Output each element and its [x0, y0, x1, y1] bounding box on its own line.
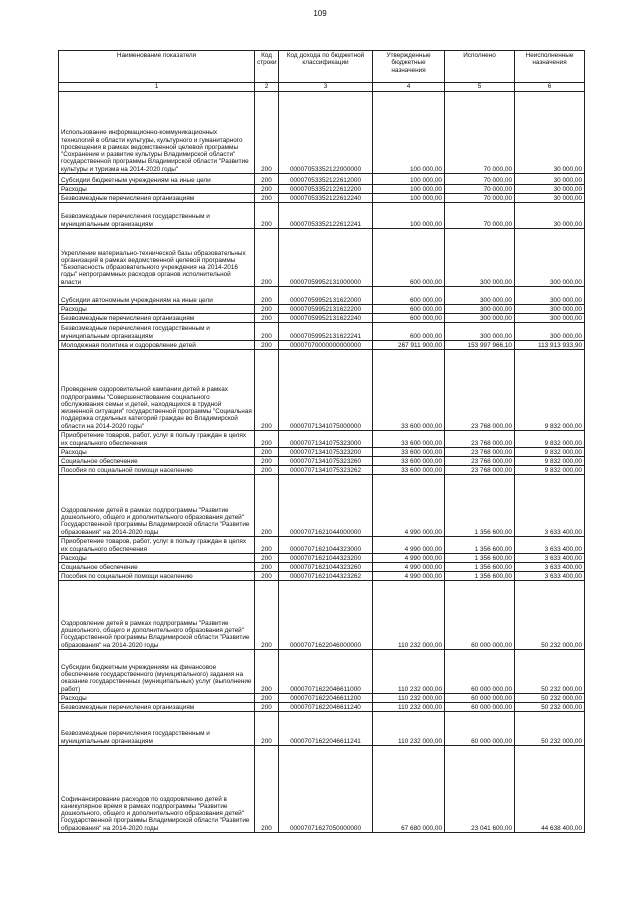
- row-unexecuted: 300 000,00: [515, 229, 585, 287]
- row-name: Социальное обеспечение: [59, 563, 255, 572]
- row-name: Субсидии автономным учреждениям на иные цели: [59, 287, 255, 305]
- row-unexecuted: 50 232 000,00: [515, 712, 585, 746]
- row-income-code: 00007071627050000000: [279, 746, 373, 833]
- row-approved: 4 990 000,00: [373, 554, 445, 563]
- row-name: Приобретение товаров, работ, услуг в пользу граждан в целях их социального обеспечения: [59, 537, 255, 554]
- table-row: [59, 466, 585, 475]
- row-executed: 23 768 000,00: [445, 431, 515, 448]
- row-line-code: 200: [255, 350, 279, 431]
- row-line-code: 200: [255, 341, 279, 350]
- row-income-code: 00007059952131000000: [279, 229, 373, 287]
- row-line-code: 200: [255, 431, 279, 448]
- row-executed: 1 356 600,00: [445, 554, 515, 563]
- row-approved: 67 680 000,00: [373, 746, 445, 833]
- row-approved: 33 600 000,00: [373, 448, 445, 457]
- table-header-row: [59, 51, 585, 83]
- table-row: [59, 563, 585, 572]
- row-income-code: 00007059952131622000: [279, 287, 373, 305]
- row-executed: 70 000,00: [445, 203, 515, 229]
- row-executed: 300 000,00: [445, 305, 515, 314]
- row-unexecuted: 9 832 000,00: [515, 448, 585, 457]
- row-unexecuted: 9 832 000,00: [515, 431, 585, 448]
- row-approved: 600 000,00: [373, 314, 445, 323]
- row-name: Безвозмездные перечисления организациям: [59, 314, 255, 323]
- row-income-code: 00007071621044000000: [279, 475, 373, 537]
- row-executed: 70 000,00: [445, 174, 515, 185]
- column-index: 6: [515, 83, 585, 92]
- row-income-code: 00007059952131622200: [279, 305, 373, 314]
- row-line-code: 200: [255, 314, 279, 323]
- table-row: [59, 712, 585, 746]
- row-approved: 100 000,00: [373, 174, 445, 185]
- row-name: Софинансирование расходов по оздоровлению детей в каникулярное время в рамках подпрограммы "Развитие дошкольного, общего и дополнительного образования детей" Государственной программы Владимирской области "Развитие образования" на 2014-2020 годы: [59, 746, 255, 833]
- row-unexecuted: 113 913 933,90: [515, 341, 585, 350]
- row-executed: 1 356 600,00: [445, 537, 515, 554]
- row-unexecuted: 30 000,00: [515, 203, 585, 229]
- table-row: [59, 694, 585, 703]
- table-row: [59, 323, 585, 341]
- table-body: [59, 92, 585, 833]
- table-row: [59, 448, 585, 457]
- row-executed: 1 356 600,00: [445, 475, 515, 537]
- row-income-code: 00007071622046611000: [279, 650, 373, 694]
- row-income-code: 00007070000000000000: [279, 341, 373, 350]
- column-index: 1: [59, 83, 255, 92]
- row-unexecuted: 50 232 000,00: [515, 650, 585, 694]
- row-unexecuted: 30 000,00: [515, 174, 585, 185]
- row-name: Субсидии бюджетным учреждениям на иные цели: [59, 174, 255, 185]
- row-approved: 600 000,00: [373, 287, 445, 305]
- row-approved: 33 600 000,00: [373, 457, 445, 466]
- page-number: 109: [313, 9, 327, 18]
- row-approved: 33 600 000,00: [373, 350, 445, 431]
- row-approved: 110 232 000,00: [373, 650, 445, 694]
- row-name: Приобретение товаров, работ, услуг в пользу граждан в целях их социального обеспечения: [59, 431, 255, 448]
- table-row: [59, 537, 585, 554]
- row-income-code: 00007071622046611240: [279, 703, 373, 712]
- row-executed: 153 997 966,10: [445, 341, 515, 350]
- row-approved: 100 000,00: [373, 194, 445, 203]
- row-approved: 100 000,00: [373, 203, 445, 229]
- row-line-code: 200: [255, 174, 279, 185]
- table-row: [59, 229, 585, 287]
- row-approved: 33 600 000,00: [373, 431, 445, 448]
- table-row: [59, 650, 585, 694]
- row-line-code: 200: [255, 323, 279, 341]
- table-row: [59, 92, 585, 174]
- row-executed: 23 768 000,00: [445, 448, 515, 457]
- row-approved: 600 000,00: [373, 323, 445, 341]
- row-income-code: 00007071341075323000: [279, 431, 373, 448]
- table-row: [59, 203, 585, 229]
- row-income-code: 00007071621044323260: [279, 563, 373, 572]
- row-income-code: 00007071621044323000: [279, 537, 373, 554]
- row-income-code: 00007071621044323262: [279, 572, 373, 581]
- row-name: Расходы: [59, 694, 255, 703]
- row-line-code: 200: [255, 746, 279, 833]
- header-indicator-name: Наименование показателя: [59, 51, 255, 83]
- table-row: [59, 287, 585, 305]
- row-income-code: 00007071341075323200: [279, 448, 373, 457]
- table-row: [59, 475, 585, 537]
- row-income-code: 00007071621044323200: [279, 554, 373, 563]
- budget-execution-table: [58, 50, 585, 833]
- row-line-code: 200: [255, 185, 279, 194]
- row-approved: 4 990 000,00: [373, 475, 445, 537]
- row-executed: 23 768 000,00: [445, 457, 515, 466]
- row-name: Субсидии бюджетным учреждениям на финансовое обеспечение государственного (муниципального) задания на оказание государственных (муниципальных) услуг (выполнение работ): [59, 650, 255, 694]
- row-line-code: 200: [255, 457, 279, 466]
- table-row: [59, 554, 585, 563]
- row-approved: 110 232 000,00: [373, 694, 445, 703]
- row-name: Расходы: [59, 448, 255, 457]
- row-income-code: 00007059952131622241: [279, 323, 373, 341]
- table-row: [59, 174, 585, 185]
- table-row: [59, 746, 585, 833]
- row-executed: 60 000 000,00: [445, 650, 515, 694]
- row-name: Безвозмездные перечисления организациям: [59, 703, 255, 712]
- row-unexecuted: 9 832 000,00: [515, 350, 585, 431]
- row-income-code: 00007059952131622240: [279, 314, 373, 323]
- row-unexecuted: 9 832 000,00: [515, 466, 585, 475]
- table-row: [59, 581, 585, 650]
- table-row: [59, 194, 585, 203]
- row-unexecuted: 3 633 400,00: [515, 563, 585, 572]
- row-income-code: 00007053352122612000: [279, 174, 373, 185]
- row-executed: 23 041 600,00: [445, 746, 515, 833]
- row-executed: 70 000,00: [445, 194, 515, 203]
- table-row: [59, 185, 585, 194]
- row-line-code: 200: [255, 466, 279, 475]
- table-row: [59, 314, 585, 323]
- row-executed: 60 000 000,00: [445, 703, 515, 712]
- row-approved: 267 911 900,00: [373, 341, 445, 350]
- row-executed: 1 356 600,00: [445, 572, 515, 581]
- column-index-row: [59, 83, 585, 92]
- row-name: Безвозмездные перечисления государственным и муниципальным организациям: [59, 203, 255, 229]
- row-income-code: 00007071622046000000: [279, 581, 373, 650]
- header-unexecuted: Неисполненные назначения: [515, 51, 585, 83]
- row-income-code: 00007071622046611241: [279, 712, 373, 746]
- table-row: [59, 431, 585, 448]
- row-unexecuted: 30 000,00: [515, 92, 585, 174]
- row-approved: 100 000,00: [373, 185, 445, 194]
- row-income-code: 00007053352122612200: [279, 185, 373, 194]
- header-executed: Исполнено: [445, 51, 515, 83]
- header-approved: Утвержденные бюджетные назначения: [373, 51, 445, 83]
- row-executed: 300 000,00: [445, 323, 515, 341]
- row-name: Социальное обеспечение: [59, 457, 255, 466]
- row-income-code: 00007071341075323262: [279, 466, 373, 475]
- row-line-code: 200: [255, 203, 279, 229]
- row-income-code: 00007053352122612241: [279, 203, 373, 229]
- row-name: Пособия по социальной помощи населению: [59, 572, 255, 581]
- row-name: Пособия по социальной помощи населению: [59, 466, 255, 475]
- row-line-code: 200: [255, 694, 279, 703]
- row-line-code: 200: [255, 581, 279, 650]
- row-unexecuted: 3 633 400,00: [515, 475, 585, 537]
- row-income-code: 00007071341075000000: [279, 350, 373, 431]
- row-name: Расходы: [59, 185, 255, 194]
- header-line-code: Код строки: [255, 51, 279, 83]
- row-unexecuted: 300 000,00: [515, 323, 585, 341]
- column-index: 5: [445, 83, 515, 92]
- row-executed: 300 000,00: [445, 229, 515, 287]
- row-line-code: 200: [255, 703, 279, 712]
- row-unexecuted: 44 638 400,00: [515, 746, 585, 833]
- row-executed: 70 000,00: [445, 92, 515, 174]
- row-unexecuted: 300 000,00: [515, 314, 585, 323]
- row-line-code: 200: [255, 287, 279, 305]
- table-row: [59, 703, 585, 712]
- row-line-code: 200: [255, 650, 279, 694]
- row-approved: 4 990 000,00: [373, 572, 445, 581]
- row-unexecuted: 300 000,00: [515, 287, 585, 305]
- row-approved: 100 000,00: [373, 92, 445, 174]
- row-name: Молодежная политика и оздоровление детей: [59, 341, 255, 350]
- row-executed: 300 000,00: [445, 287, 515, 305]
- row-unexecuted: 50 232 000,00: [515, 581, 585, 650]
- row-unexecuted: 3 633 400,00: [515, 537, 585, 554]
- column-index: 4: [373, 83, 445, 92]
- row-income-code: 00007071341075323260: [279, 457, 373, 466]
- row-approved: 110 232 000,00: [373, 581, 445, 650]
- row-executed: 23 768 000,00: [445, 350, 515, 431]
- row-approved: 110 232 000,00: [373, 703, 445, 712]
- row-line-code: 200: [255, 92, 279, 174]
- row-income-code: 00007053352122612240: [279, 194, 373, 203]
- column-index: 3: [279, 83, 373, 92]
- header-income-code: Код дохода по бюджетной классификации: [279, 51, 373, 83]
- row-executed: 300 000,00: [445, 314, 515, 323]
- row-line-code: 200: [255, 229, 279, 287]
- row-line-code: 200: [255, 448, 279, 457]
- row-unexecuted: 3 633 400,00: [515, 572, 585, 581]
- row-unexecuted: 30 000,00: [515, 185, 585, 194]
- row-approved: 600 000,00: [373, 305, 445, 314]
- row-executed: 1 356 600,00: [445, 563, 515, 572]
- row-name: Оздоровление детей в рамках подпрограммы "Развитие дошкольного, общего и дополнительного образования детей" Государственной программы Владимирской области "Развитие образования" на 2014-2020 годы: [59, 475, 255, 537]
- table-row: [59, 350, 585, 431]
- row-line-code: 200: [255, 563, 279, 572]
- row-executed: 60 000 000,00: [445, 694, 515, 703]
- column-index: 2: [255, 83, 279, 92]
- row-unexecuted: 300 000,00: [515, 305, 585, 314]
- row-name: Расходы: [59, 305, 255, 314]
- row-line-code: 200: [255, 554, 279, 563]
- row-unexecuted: 9 832 000,00: [515, 457, 585, 466]
- row-unexecuted: 3 633 400,00: [515, 554, 585, 563]
- row-line-code: 200: [255, 305, 279, 314]
- row-executed: 70 000,00: [445, 185, 515, 194]
- row-approved: 4 990 000,00: [373, 537, 445, 554]
- row-name: Безвозмездные перечисления государственным и муниципальным организациям: [59, 712, 255, 746]
- row-executed: 60 000 000,00: [445, 712, 515, 746]
- row-line-code: 200: [255, 572, 279, 581]
- row-approved: 33 600 000,00: [373, 466, 445, 475]
- table-row: [59, 457, 585, 466]
- row-unexecuted: 30 000,00: [515, 194, 585, 203]
- row-name: Использование информационно-коммуникационных технологий в области культуры, культурного и гуманитарного просвещения в рамках ведомственной целевой программы "Сохранение и развитие культуры Владимирской области" государственной программы Владимирской области "Развитие культуры и туризма на 2014-2020 годы": [59, 92, 255, 174]
- row-unexecuted: 50 232 000,00: [515, 703, 585, 712]
- row-name: Безвозмездные перечисления организациям: [59, 194, 255, 203]
- table-row: [59, 305, 585, 314]
- row-name: Расходы: [59, 554, 255, 563]
- row-executed: 23 768 000,00: [445, 466, 515, 475]
- row-income-code: 00007053352122000000: [279, 92, 373, 174]
- row-name: Безвозмездные перечисления государственным и муниципальным организациям: [59, 323, 255, 341]
- table-row: [59, 572, 585, 581]
- row-line-code: 200: [255, 475, 279, 537]
- row-approved: 600 000,00: [373, 229, 445, 287]
- row-name: Укрепление материально-технической базы образовательных организаций в рамках ведомственной целевой программы "Безопасность образовательного учреждения на 2014-2016 годы" непрограммных расходов органов исполнительной власти: [59, 229, 255, 287]
- row-line-code: 200: [255, 537, 279, 554]
- row-name: Проведение оздоровительной кампании детей в рамках подпрограммы "Совершенствование социального обслуживания семьи и детей, находящихся в трудной жизненной ситуации" государственной программы "Социальная поддержка отдельных категорий граждан во Владимирской области на 2014-2020 годы": [59, 350, 255, 431]
- table-row: [59, 341, 585, 350]
- row-executed: 60 000 000,00: [445, 581, 515, 650]
- row-line-code: 200: [255, 712, 279, 746]
- row-line-code: 200: [255, 194, 279, 203]
- row-approved: 110 232 000,00: [373, 712, 445, 746]
- row-income-code: 00007071622046611200: [279, 694, 373, 703]
- row-approved: 4 990 000,00: [373, 563, 445, 572]
- row-name: Оздоровление детей в рамках подпрограммы "Развитие дошкольного, общего и дополнительного образования детей" Государственной программы Владимирской области "Развитие образования" на 2014-2020 годы: [59, 581, 255, 650]
- row-unexecuted: 50 232 000,00: [515, 694, 585, 703]
